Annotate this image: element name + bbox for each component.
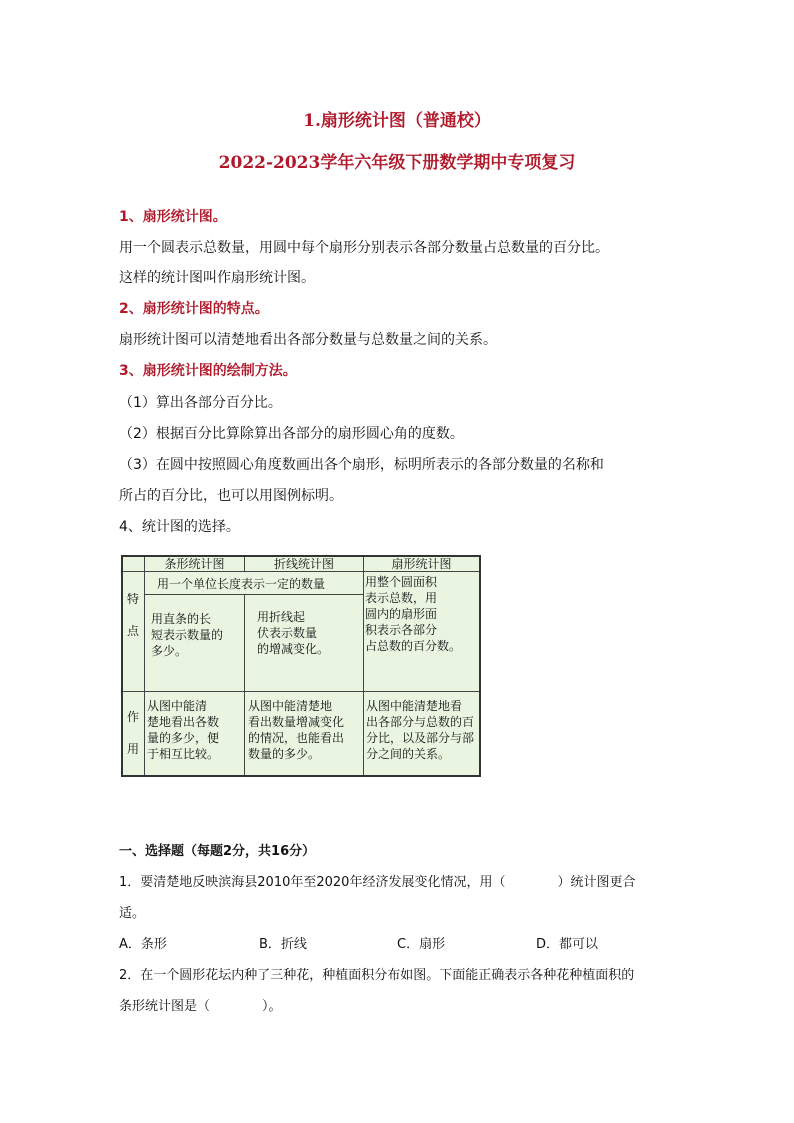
question-1-line-1: 1．要清楚地反映滨海县2010年至2020年经济发展变化情况，用（ ）统计图更合 xyxy=(119,875,636,890)
table-row-label-uses: 作 用 xyxy=(127,710,140,756)
section-heading-2: 2、扇形统计图的特点。 xyxy=(119,301,269,317)
question-1-option-b: B．折线 xyxy=(259,937,307,952)
table-bar-use: 从图中能清 楚地看出各数 量的多少，便 于相互比较。 xyxy=(147,699,220,761)
table-header-pie: 扇形统计图 xyxy=(391,557,452,571)
section-3-line-3: （3）在圆中按照圆心角度数画出各个扇形，标明所表示的各部分数量的名称和 xyxy=(119,457,604,473)
quiz-heading: 一、选择题（每题2分，共16分） xyxy=(119,844,316,859)
table-row-label-features: 特 点 xyxy=(127,592,140,638)
table-line-use: 从图中能清楚地 看出数量增减变化 的情况，也能看出 数量的多少。 xyxy=(248,699,345,761)
table-bar-feature: 用直条的长 短表示数量的 多少。 xyxy=(151,612,224,658)
question-1-option-a: A．条形 xyxy=(119,937,167,952)
section-3-line-2: （2）根据百分比算除算出各部分的扇形圆心角的度数。 xyxy=(119,426,464,442)
section-1-line-2: 这样的统计图叫作扇形统计图。 xyxy=(119,270,315,286)
question-2-line-2: 条形统计图是（ ）。 xyxy=(119,999,282,1014)
table-shared-feature: 用一个单位长度表示一定的数量 xyxy=(157,577,326,591)
doc-title: 1.扇形统计图（普通校） xyxy=(303,111,491,131)
table-pie-feature: 用整个圆面积 表示总数，用 圆内的扇形面 积表示各部分 占总数的百分数。 xyxy=(365,575,462,653)
question-1-line-2: 适。 xyxy=(119,906,146,921)
section-heading-4: 4、统计图的选择。 xyxy=(119,519,240,535)
section-2-line-1: 扇形统计图可以清楚地看出各部分数量与总数量之间的关系。 xyxy=(119,332,497,348)
section-3-line-4: 所占的百分比，也可以用图例标明。 xyxy=(119,488,343,504)
section-3-line-1: （1）算出各部分百分比。 xyxy=(119,395,282,411)
table-line-feature: 用折线起 伏表示数量 的增减变化。 xyxy=(257,610,330,656)
question-2-line-1: 2．在一个圆形花坛内种了三种花，种植面积分布如图。下面能正确表示各种花种植面积的 xyxy=(119,968,635,983)
doc-subtitle: 2022-2023学年六年级下册数学期中专项复习 xyxy=(218,153,576,173)
table-header-bar: 条形统计图 xyxy=(164,557,225,571)
table-header-line: 折线统计图 xyxy=(273,557,334,571)
section-heading-1: 1、扇形统计图。 xyxy=(119,209,227,225)
section-heading-3: 3、扇形统计图的绘制方法。 xyxy=(119,363,297,379)
table-pie-use: 从图中能清楚地看 出各部分与总数的百 分比，以及部分与部 分之间的关系。 xyxy=(366,699,475,761)
question-1-option-d: D．都可以 xyxy=(536,937,599,952)
section-1-line-1: 用一个圆表示总数量，用圆中每个扇形分别表示各部分数量占总数量的百分比。 xyxy=(119,240,609,256)
chart-comparison-table xyxy=(121,555,481,777)
question-1-option-c: C．扇形 xyxy=(397,937,446,952)
